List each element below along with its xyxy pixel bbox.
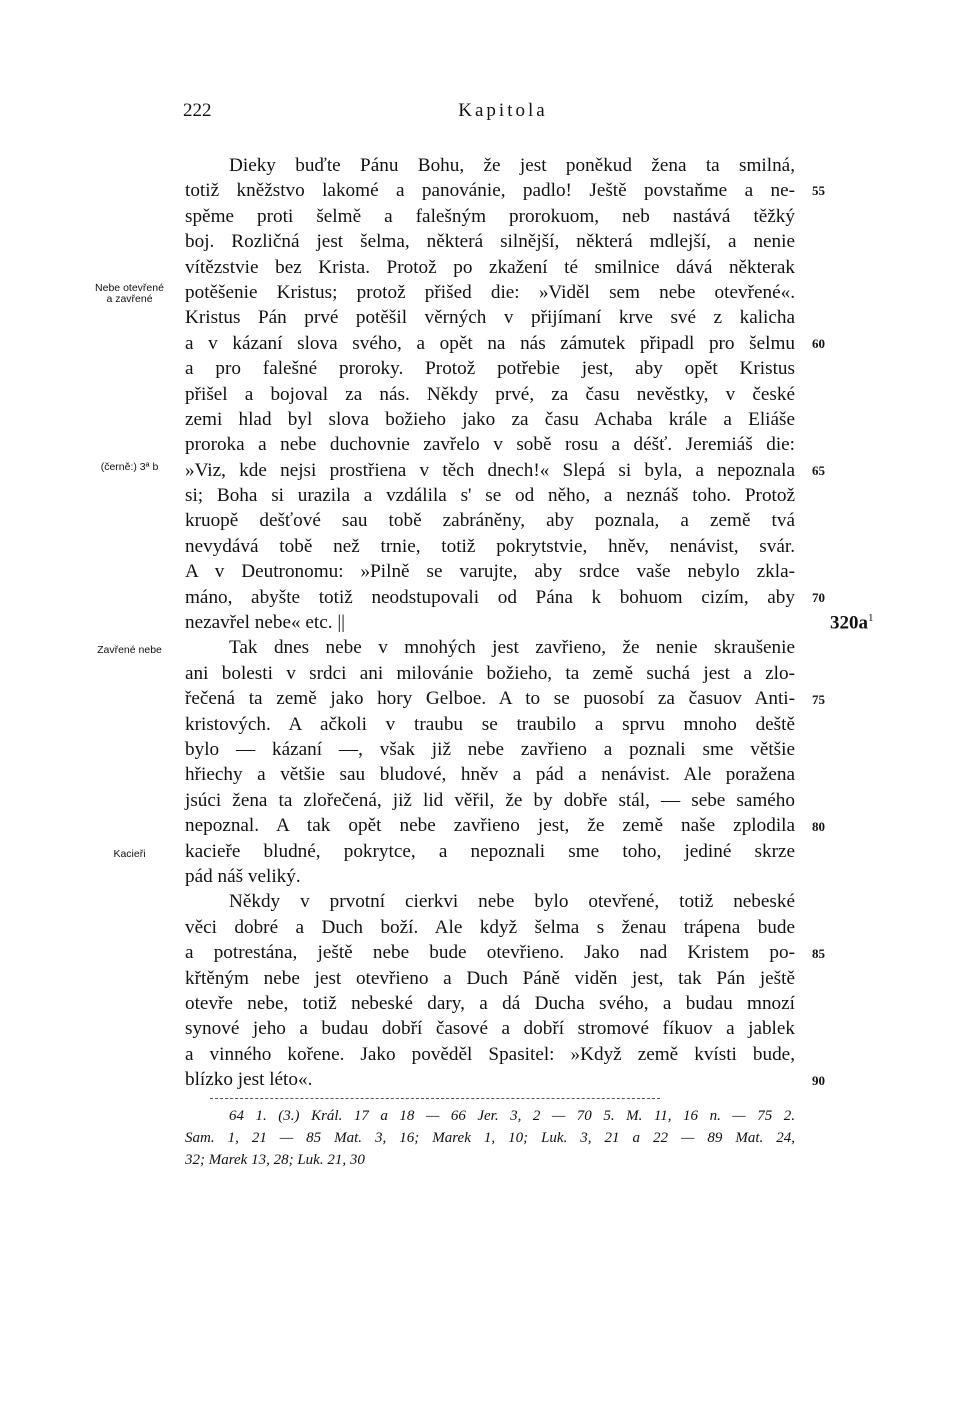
folio-main: 320a [830, 612, 868, 634]
text-line: řečená ta země jako hory Gelboe. A to se puosobí za časuov Anti- [185, 688, 795, 710]
text-line: nepoznal. A tak opět nebe zavřieno jest, že země naše zplodila [185, 815, 795, 837]
text-line: A v Deutronomu: »Pilně se varujte, aby srdce vaše nebylo zkla- [185, 561, 795, 583]
footnote-line: Sam. 1, 21 — 85 Mat. 3, 16; Marek 1, 10; Luk. 3, 21 a 22 — 89 Mat. 24, [185, 1130, 795, 1146]
page-number: 222 [183, 100, 212, 121]
page-header [183, 100, 823, 130]
margin-note-text: (černě:) 3ª b [100, 461, 159, 473]
text-line: bylo — kázaní —, však již nebe zavřieno a poznali sme většie [185, 738, 795, 760]
text-line: a vinného kořene. Jako pověděl Spasitel: »Když země kvísti bude, [185, 1043, 795, 1065]
line-number-80: 80 [812, 819, 825, 834]
text-line: věci dobré a Duch boží. Ale když šelma s ženau trápena bude [185, 916, 795, 938]
text-line: kacieře bludné, pokrytce, a nepoznali sme toho, jediné skrze [185, 840, 795, 862]
text-line: nevydává tobě než trnie, totiž pokrytstvie, hněv, nenávist, svár. [185, 535, 795, 557]
margin-note-text: Kacieři [113, 848, 146, 860]
text-line: »Viz, kde nejsi prostřiena v těch dnech!« Slepá si byla, a nepoznala [185, 459, 795, 481]
footnote-line: 32; Marek 13, 28; Luk. 21, 30 [185, 1152, 365, 1168]
margin-note-cerne [82, 462, 177, 473]
margin-note-nebe-otevrene [82, 283, 177, 305]
text-line: křtěným nebe jest otevřieno a Duch Páně viděn jest, tak Pán ještě [185, 967, 795, 989]
text-line: Kristus Pán prvé potěšil věrných v přijímaní krve své z kalicha [185, 307, 795, 329]
text-line: synové jeho a budau dobří časové a dobří stromové fíkuov a jablek [185, 1018, 795, 1040]
text-line: a v kázaní slova svého, a opět na nás zámutek připadl pro šelmu [185, 332, 795, 354]
margin-note-text: Nebe otevřené a zavřené [95, 282, 164, 305]
text-line: proroka a nebe duchovnie zavřelo v sobě rosu a déšť. Jeremiáš die: [185, 434, 795, 456]
text-line: totiž kněžstvo lakomé a panovánie, padlo! Ještě povstaňme a ne- [185, 180, 795, 202]
text-line: máno, abyšte totiž neodstupovali od Pána k bohuom cizím, aby [185, 586, 795, 608]
footnotes [185, 1105, 795, 1171]
text-line: spěme proti šelmě a falešným prorokuom, neb nastává těžký [185, 205, 795, 227]
margin-note-text: Zavřené nebe [97, 644, 162, 656]
text-line: otevře nebe, totiž nebeské dary, a dá Ducha svého, a budau mnozí [185, 992, 795, 1014]
text-line: Dieky buďte Pánu Bohu, že jest poněkud žena ta smilná, [229, 155, 795, 176]
line-number-65: 65 [812, 463, 825, 478]
line-number-90: 90 [812, 1073, 825, 1088]
text-line: a potrestána, ještě nebe bude otevřieno. Jako nad Kristem po- [185, 942, 795, 964]
folio-sup: 1 [868, 612, 874, 624]
margin-note-kacieri [82, 849, 177, 860]
text-line: boj. Rozličná jest šelma, některá silnější, některá mdlejší, a nenie [185, 231, 795, 253]
folio-marker [830, 612, 874, 634]
text-line: ani bolesti v srdci ani milovánie božieho, ta země suchá jest a zlo- [185, 662, 795, 684]
line-number-70: 70 [812, 590, 825, 605]
text-line: kruopě dešťové sau tobě zabráněny, aby poznala, a země tvá [185, 510, 795, 532]
running-title: Kapitola [458, 100, 548, 121]
text-line: kristových. A ačkoli v traubu se traubilo a sprvu mnoho deště [185, 713, 795, 735]
text-line: zemi hlad byl slova božieho jako za času Achaba krále a Eliáše [185, 408, 795, 430]
text-line: jsúci žena ta zlořečená, již lid věřil, že by dobře stál, — sebe samého [185, 789, 795, 811]
text-line: Tak dnes nebe v mnohých jest zavřieno, že nenie skraušenie [229, 637, 795, 659]
text-line: přišel a bojoval za nás. Někdy prvé, za času nevěstky, v české [185, 383, 795, 405]
text-line: hřiechy a většie sau bludové, hněv a pád a nenávist. Ale poražena [185, 764, 795, 786]
text-line: Někdy v prvotní cierkvi nebe bylo otevřené, totiž nebeské [229, 891, 795, 913]
footnote-line: 64 1. (3.) Král. 17 a 18 — 66 Jer. 3, 2 — 70 5. M. 11, 16 n. — 75 2. [229, 1108, 795, 1124]
margin-note-zavrene-nebe [82, 645, 177, 656]
line-number-60: 60 [812, 336, 825, 351]
line-number-75: 75 [812, 692, 825, 707]
text-line: nezavřel nebe« etc. || [185, 612, 346, 634]
text-line: pád náš veliký. [185, 865, 301, 887]
line-number-55: 55 [812, 183, 825, 198]
text-line: a pro falešné proroky. Protož potřebie jest, aby opět Kristus [185, 358, 795, 380]
footnote-rule [210, 1098, 660, 1099]
text-line: potěšenie Kristus; protož přišed die: »Viděl sem nebe otevřené«. [185, 281, 795, 303]
line-number-85: 85 [812, 946, 825, 961]
text-line: si; Boha si urazila a vzdálila s' se od něho, a neznáš toho. Protož [185, 485, 795, 507]
body-text [185, 153, 795, 1092]
text-line: vítězstvie bez Krista. Protož po zkažení té smilnice dává některak [185, 256, 795, 278]
text-line: blízko jest léto«. [185, 1069, 313, 1091]
